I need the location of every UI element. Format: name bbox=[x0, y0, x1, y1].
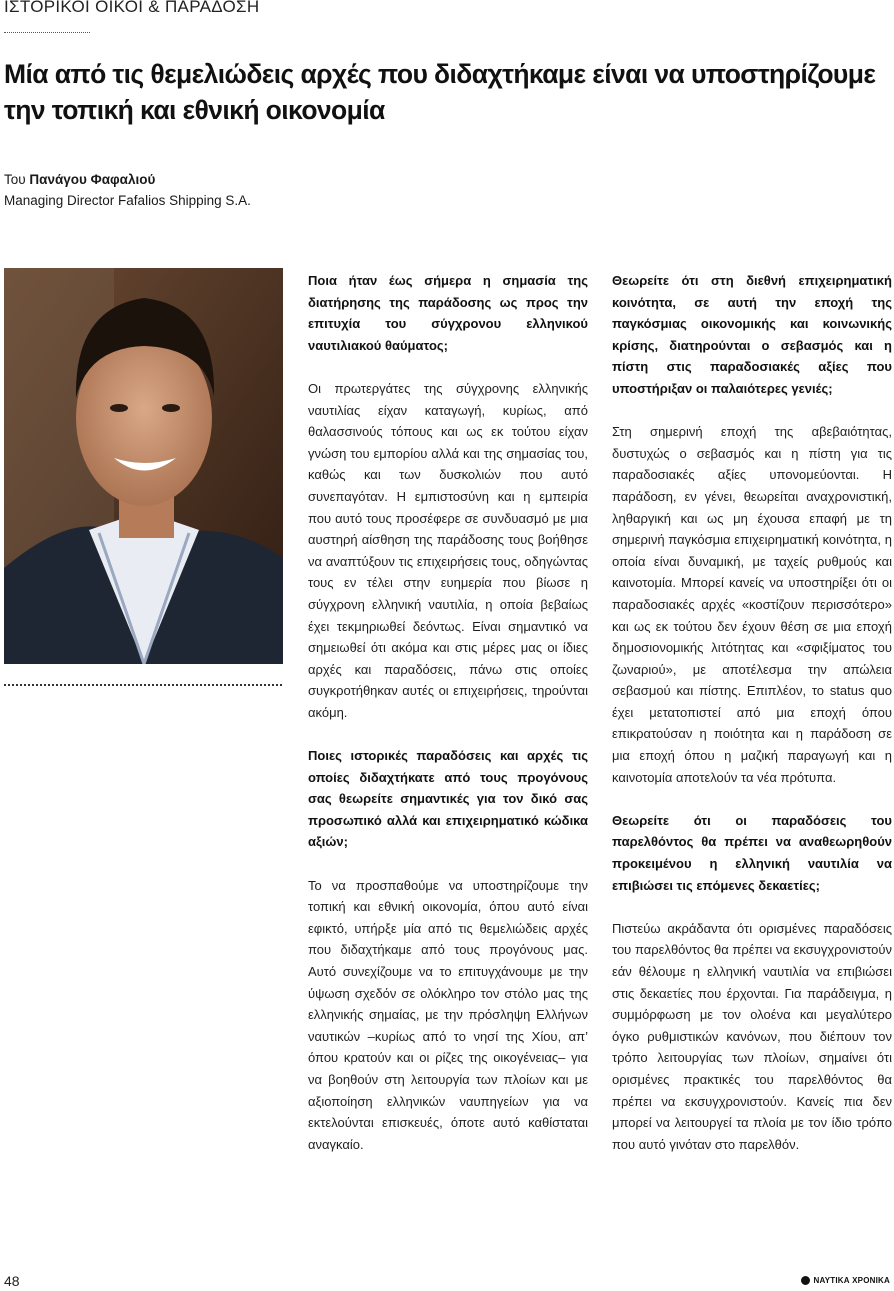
magazine-brand bbox=[801, 1276, 891, 1285]
answer-4: Πιστεύω ακράδαντα ότι ορισμένες παραδόσεις του παρελθόντος θα πρέπει να εκσυγχρονιστούν εάν θέλουμε η ελληνική ναυτιλία να επιβιώσει στις δεκαετίες που έρχονται. Για παράδειγμα, η συμμόρφωση με τον ολοένα και μεγαλύτερο όγκο ρυθμιστικών κανόνων, που διέπουν τον τρόπο λειτουργίας των πλοίων, σημαίνει ότι ορισμένες πρακτικές του παρελθόντος θα πρέπει να εκσυγχρονιστούν. Κανείς πια δεν μπορεί να λειτουργεί τα πλοία με τον ίδιο τρόπο που αυτό γινόταν στο παρελθόν. bbox=[612, 920, 892, 1152]
portrait-image bbox=[4, 268, 283, 664]
answer-3: Στη σημερινή εποχή της αβεβαιότητας, δυστυχώς ο σεβασμός και η πίστη για τις παραδοσιακές αξίες υπονομεύονται. Η παράδοση, εν γένει, θεωρείται αναχρονιστική, ληθαργική και ως μη έχουσα επαφή με τη σημερινή παγκόσμια επιχειρηματική κοινότητα, η οποία είναι δυναμική, με ταχείς ρυθμούς και καινοτομία. Μπορεί κανείς να υποστηρίξει ότι οι παραδοσιακές αρχές «κοστίζουν περισσότερο» και ως εκ τούτου δεν έχουν θέση σε μια εποχή δημοσιονομικής λιτότητας και «σφιξίματος του ζωναριού», με αποτέλεσμα την απώλεια σεβασμού και πίστης. Επιπλέον, το status quo έχει μετατοπιστεί από μια εποχή όπου επικρατούσαν η ποιότητα και η παράδοση σε μια εποχή όπου η μαζική παραγωγή και η καινοτομία αποτελούν τα νέα πρότυπα. bbox=[612, 424, 892, 785]
article-title: Μία από τις θεμελιώδεις αρχές που διδαχτήκαμε είναι να υποστηρίζουμε την τοπική και εθνική οικονομία bbox=[4, 59, 876, 125]
photo-divider bbox=[4, 684, 282, 686]
page-number: 48 bbox=[4, 1273, 20, 1289]
article-column-middle bbox=[308, 270, 588, 1177]
author-photo bbox=[4, 268, 283, 664]
section-label: ΙΣΤΟΡΙΚΟΙ ΟΙΚΟΙ & ΠΑΡΑΔΟΣΗ bbox=[4, 0, 260, 16]
circle-logo-icon bbox=[801, 1276, 810, 1285]
byline-prefix: Του bbox=[4, 172, 30, 187]
byline-line bbox=[4, 169, 251, 190]
byline bbox=[4, 169, 251, 211]
article-column-right bbox=[612, 270, 892, 1177]
author-role: Managing Director Fafalios Shipping S.A. bbox=[4, 193, 251, 208]
answer-2: Το να προσπαθούμε να υποστηρίζουμε την τοπική και εθνική οικονομία, όπου αυτό είναι εφικτό, υπήρξε μία από τις θεμελιώδεις αρχές που διδαχτήκαμε από τους προγόνους μας. Αυτό συνεχίζουμε να το επιτυγχάνουμε με την ύψωση σχεδόν σε ολόκληρο τον στόλο μας της ελληνικής σημαίας, με την πρόσληψη Ελλήνων ναυτικών –κυρίως από το νησί της Χίου, απ’ όπου κρατούν και οι ρίζες της οικογένειας– για να βοηθούν στη λειτουργία των πλοίων και με αξιοποίηση ελληνικών ναυπηγείων για να εκτελούνται επισκευές, όποτε αυτό καθίσταται αναγκαίο. bbox=[308, 877, 588, 1152]
magazine-name: ΝΑΥΤΙΚΑ ΧΡΟΝΙΚΑ bbox=[813, 1276, 890, 1285]
author-name: Πανάγου Φαφαλιού bbox=[29, 172, 156, 187]
question-1: Ποια ήταν έως σήμερα η σημασία της διατήρησης της παράδοσης ως προς την επιτυχία του σύγχρονου ελληνικού ναυτιλιακού θαύματος; bbox=[308, 273, 588, 353]
section-divider bbox=[4, 32, 90, 33]
question-2: Ποιες ιστορικές παραδόσεις και αρχές τις οποίες διδαχτήκατε από τους προγόνους σας θεωρείτε σημαντικές για τον δικό σας προσωπικό αλλά και επιχειρηματικό κώδικα αξιών; bbox=[308, 748, 588, 850]
question-3: Θεωρείτε ότι στη διεθνή επιχειρηματική κοινότητα, σε αυτή την εποχή της παγκόσμιας οικονομικής και κοινωνικής κρίσης, διατηρούνται ο σεβασμός και η πίστη στις παραδοσιακές αξίες που υποστήριξαν οι παλαιότερες γενιές; bbox=[612, 273, 892, 396]
answer-1: Οι πρωτεργάτες της σύγχρονης ελληνικής ναυτιλίας είχαν καταγωγή, κυρίως, από θαλασσινούς τόπους και ως εκ τούτου είχαν γνώση του εμπορίου αλλά και της σημασίας του, καθώς και των δυσκολιών που αυτό συνεπαγόταν. Η εμπιστοσύνη και η εμπειρία που αυτό τους προσέφερε σε συνδυασμό με μια αυστηρή αίσθηση της παράδοσης τους βοήθησε να αναπτύξουν τις επιχειρήσεις τους, οδηγώντας τους εν τέλει στην ευημερία που βίωσε η σύγχρονη ελληνική ναυτιλία, η οποία βεβαίως έχει τεκμηριωθεί δεόντως. Είναι σημαντικό να σημειωθεί ότι ακόμα και στις μέρες μας οι ίδιες αρχές και παραδόσεις, πάνω στις οποίες συγκροτήθηκαν αυτές οι επιχειρήσεις, τηρούνται ακόμη. bbox=[308, 380, 588, 720]
question-4: Θεωρείτε ότι οι παραδόσεις του παρελθόντος θα πρέπει να αναθεωρηθούν προκειμένου η ελληνική ναυτιλία να επιβιώσει τις επόμενες δεκαετίες; bbox=[612, 812, 892, 893]
